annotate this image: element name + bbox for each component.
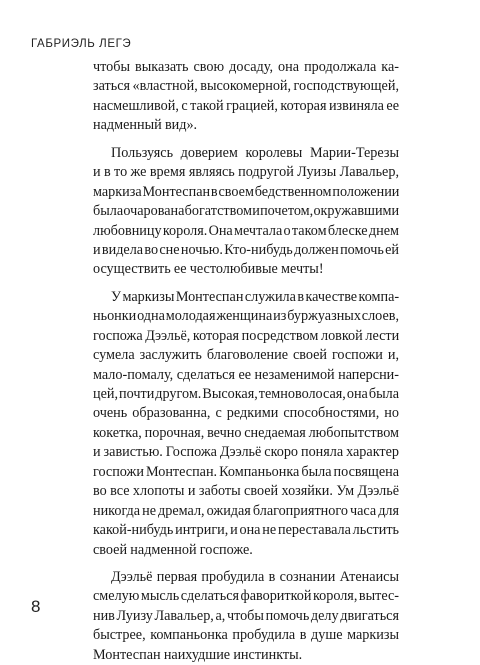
text-line: и в то же время являясь подругой Луизы Лавальер, — [93, 164, 399, 181]
text-line: быстрее, компаньонка пробудила в душе маркизы — [93, 627, 399, 644]
text-line: Пользуясь доверием королевы Марии-Терезы — [111, 144, 399, 161]
text-line: Монтеспан наихудшие инстинкты. — [93, 646, 303, 663]
text-line: любовницу короля. Она мечтала о таком блеске днем — [93, 222, 399, 239]
text-line: госпожи Монтеспан. Компаньонка была посвящена — [93, 463, 400, 480]
text-line: маркиза Монтеспан в своем бедственном положении — [93, 183, 400, 200]
text-line: во все хлопоты и заботы своей хозяйки. Ум Дээльё — [93, 483, 399, 500]
running-head-author: ГАБРИЭЛЬ ЛЕГЭ — [31, 38, 132, 50]
text-line: чтобы выказать свою досаду, она продолжала ка- — [93, 59, 399, 75]
text-line: никогда не дремал, ожидая благоприятного часа для — [93, 502, 400, 519]
text-line: нив Луизу Лавальер, а, чтобы помочь делу двигаться — [93, 607, 399, 624]
paragraph-2 — [93, 144, 399, 280]
text-line: мало-помалу, сделаться ее незаменимой наперсни- — [93, 366, 399, 383]
text-line: смелую мысль сделаться фавориткой короля, вытес- — [93, 588, 399, 605]
text-line: и видела во сне ночью. Кто-нибудь должен помочь ей — [93, 241, 399, 258]
text-line: ньонки одна молодая женщина из буржуазных слоев, — [93, 308, 399, 325]
text-line: своей надменной госпоже. — [93, 541, 253, 558]
paragraph-gap — [93, 280, 399, 288]
paragraph-4 — [93, 568, 399, 665]
text-line: насмешливой, с такой грацией, которая извиняла ее — [93, 97, 399, 114]
text-line: заться «властной, высокомерной, господствующей, — [93, 78, 399, 95]
text-line: цей, почти другом. Высокая, темноволосая, она была — [93, 386, 399, 402]
text-line: очень образованна, с редкими способностями, но — [93, 405, 399, 422]
text-line: была очарована богатством и почетом, окружавшими — [93, 203, 400, 220]
text-line: осуществить ее честолюбивые мечты! — [93, 261, 324, 278]
text-line: госпожа Дээльё, которая посредством ловкой лести — [93, 327, 400, 344]
text-line: Дээльё первая пробудила в сознании Атенаисы — [111, 568, 399, 585]
paragraph-3 — [93, 288, 399, 560]
paragraph-gap — [93, 560, 399, 568]
page-number: 8 — [31, 597, 41, 616]
text-line: У маркизы Монтеспан служила в качестве компа- — [111, 288, 400, 305]
text-line: и завистью. Госпожа Дээльё скоро поняла характер — [93, 444, 399, 461]
text-line: надменный вид». — [93, 117, 198, 134]
paragraph-gap — [93, 136, 399, 144]
text-line: кокетка, порочная, вечно снедаемая любопытством — [93, 424, 399, 441]
main-text-block — [93, 58, 399, 665]
text-line: сумела заслужить благоволение своей госпожи и, — [93, 347, 399, 364]
text-line: какой-нибудь интриги, и она не переставала льстить — [93, 522, 399, 539]
paragraph-1 — [93, 58, 399, 136]
